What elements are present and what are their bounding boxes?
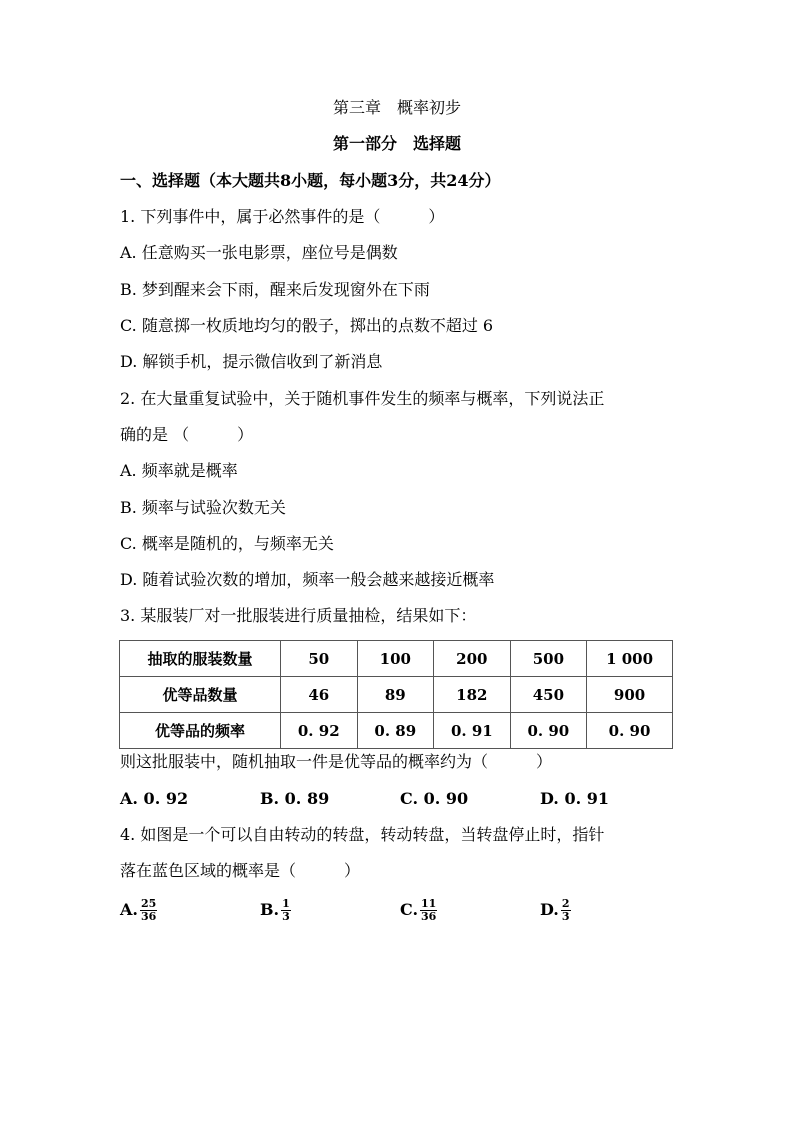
option-label: D. <box>540 900 559 919</box>
q2-stem-line1: 2. 在大量重复试验中，关于随机事件发生的频率与概率，下列说法正 <box>120 389 605 408</box>
table-row <box>120 677 673 713</box>
table-cell: 500 <box>510 641 587 677</box>
numerator: 2 <box>561 897 570 910</box>
q2-option-b: B. 频率与试验次数无关 <box>120 498 286 517</box>
table-cell: 450 <box>510 677 587 713</box>
q3-follow: 则这批服装中，随机抽取一件是优等品的概率约为（ ） <box>120 752 553 771</box>
section-heading: 一、选择题（本大题共8小题，每小题3分，共24分） <box>120 171 501 190</box>
q3-option-b: B. 0. 89 <box>260 789 330 808</box>
q2-option-c: C. 概率是随机的，与频率无关 <box>120 534 334 553</box>
table-row <box>120 713 673 749</box>
denominator: 36 <box>421 910 437 923</box>
table-cell: 200 <box>434 641 511 677</box>
table-cell: 100 <box>357 641 434 677</box>
table-cell: 1 000 <box>587 641 673 677</box>
q4-stem-line1: 4. 如图是一个可以自由转动的转盘，转动转盘，当转盘停止时，指针 <box>120 825 605 844</box>
quality-table <box>119 640 673 749</box>
numerator: 1 <box>282 897 290 910</box>
table-cell: 0. 89 <box>357 713 434 749</box>
q3-option-a: A. 0. 92 <box>120 789 189 808</box>
q2-stem-line2: 确的是 （ ） <box>120 425 254 444</box>
option-label: B. <box>260 900 280 919</box>
table-cell: 0. 90 <box>510 713 587 749</box>
table-cell: 46 <box>281 677 358 713</box>
table-cell: 89 <box>357 677 434 713</box>
q1-option-b: B. 梦到醒来会下雨，醒来后发现窗外在下雨 <box>120 280 430 299</box>
option-label: C. <box>400 900 419 919</box>
table-cell: 优等品数量 <box>120 677 281 713</box>
table-cell: 0. 90 <box>587 713 673 749</box>
option-label: A. <box>120 900 138 919</box>
denominator: 36 <box>140 910 157 923</box>
fraction <box>561 898 571 923</box>
q4-option-a <box>120 898 157 923</box>
table-cell: 抽取的服装数量 <box>120 641 281 677</box>
q1-stem: 1. 下列事件中，属于必然事件的是（ ） <box>120 207 445 226</box>
chapter-title: 第三章 概率初步 <box>332 98 461 117</box>
table-cell: 50 <box>281 641 358 677</box>
fraction <box>140 898 157 923</box>
q4-stem-line2: 落在蓝色区域的概率是（ ） <box>120 861 361 880</box>
table-row <box>120 641 673 677</box>
numerator: 25 <box>140 897 157 910</box>
table-cell: 0. 91 <box>434 713 511 749</box>
part-title: 第一部分 选择题 <box>332 134 461 153</box>
fraction <box>281 898 291 923</box>
table-cell: 900 <box>587 677 673 713</box>
q3-stem: 3. 某服装厂对一批服装进行质量抽检，结果如下： <box>120 606 477 625</box>
q4-option-c <box>400 898 437 923</box>
q1-option-c: C. 随意掷一枚质地均匀的骰子，掷出的点数不超过 6 <box>120 316 494 335</box>
q4-option-b <box>260 898 291 923</box>
q2-option-a: A. 频率就是概率 <box>120 461 238 480</box>
q2-option-d: D. 随着试验次数的增加，频率一般会越来越接近概率 <box>120 570 495 589</box>
denominator: 3 <box>282 910 290 923</box>
table-cell: 优等品的频率 <box>120 713 281 749</box>
denominator: 3 <box>561 910 570 923</box>
q1-option-d: D. 解锁手机，提示微信收到了新消息 <box>120 352 383 371</box>
q1-option-a: A. 任意购买一张电影票，座位号是偶数 <box>120 243 398 262</box>
q4-option-d <box>540 898 571 923</box>
q3-option-c: C. 0. 90 <box>400 789 469 808</box>
table-cell: 0. 92 <box>281 713 358 749</box>
fraction <box>420 898 437 923</box>
q3-option-d: D. 0. 91 <box>540 789 609 808</box>
table-cell: 182 <box>434 677 511 713</box>
numerator: 11 <box>421 897 437 910</box>
